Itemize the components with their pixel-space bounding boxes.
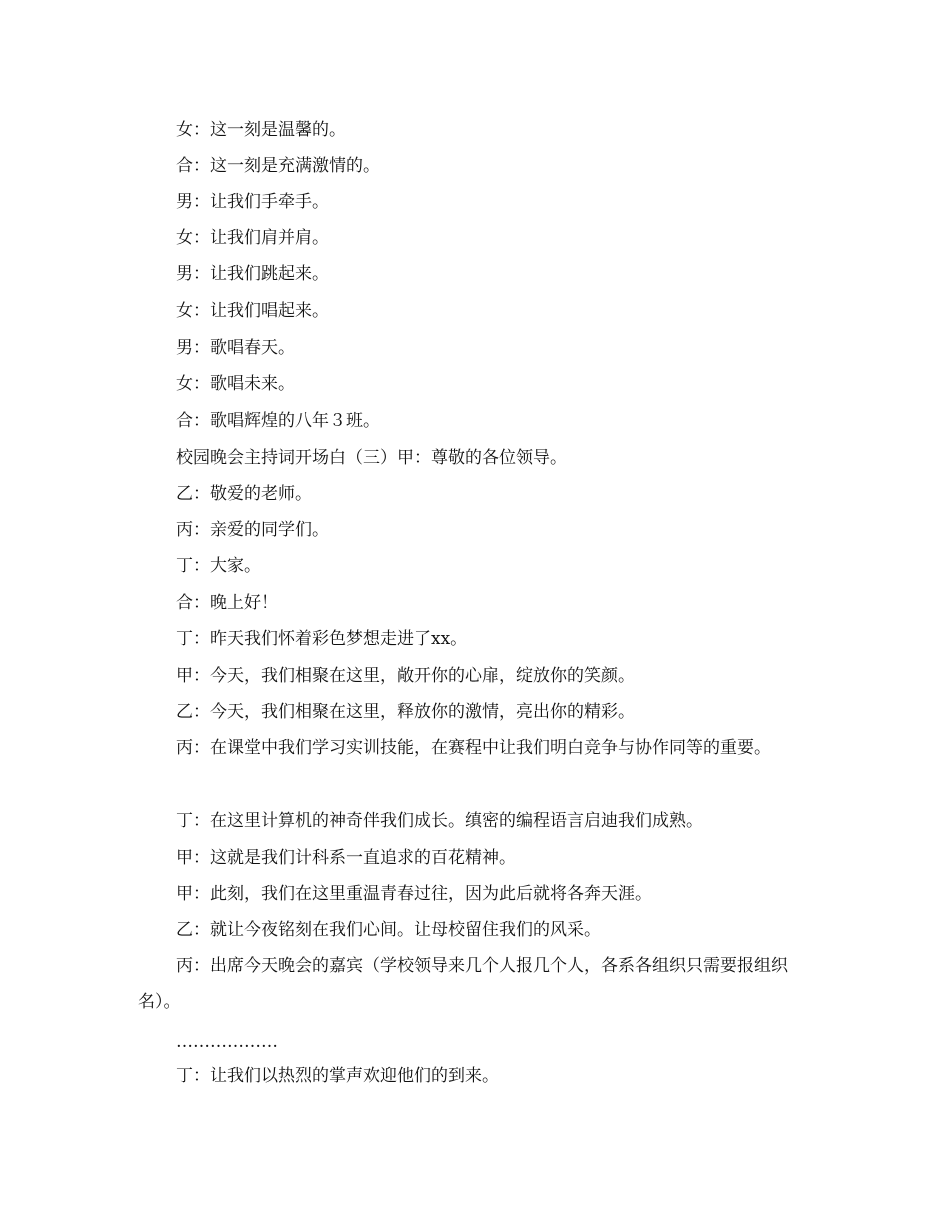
paragraph: 合：这一刻是充满激情的。 bbox=[176, 156, 380, 176]
paragraph: 校园晚会主持词开场白（三）甲：尊敬的各位领导。 bbox=[176, 448, 567, 468]
paragraph: 男：让我们跳起来。 bbox=[176, 264, 329, 284]
paragraph: 甲：此刻，我们在这里重温青春过往，因为此后就将各奔天涯。 bbox=[176, 884, 652, 904]
paragraph: 丙：亲爱的同学们。 bbox=[176, 520, 329, 540]
paragraph: 乙：就让今夜铭刻在我们心间。让母校留住我们的风采。 bbox=[176, 920, 601, 940]
paragraph: 合：歌唱辉煌的八年３班。 bbox=[176, 411, 380, 431]
paragraph: 男：让我们手牵手。 bbox=[176, 192, 329, 212]
paragraph: 男：歌唱春天。 bbox=[176, 338, 295, 358]
paragraph: ……………… bbox=[176, 1032, 278, 1052]
paragraph: 乙：今天，我们相聚在这里，释放你的激情，亮出你的精彩。 bbox=[176, 702, 635, 722]
paragraph: 甲：今天，我们相聚在这里，敞开你的心扉，绽放你的笑颜。 bbox=[176, 666, 635, 686]
paragraph: 女：让我们肩并肩。 bbox=[176, 228, 329, 248]
paragraph: 丁：昨天我们怀着彩色梦想走进了xx。 bbox=[176, 629, 468, 649]
paragraph: 丁：在这里计算机的神奇伴我们成长。缜密的编程语言启迪我们成熟。 bbox=[176, 811, 703, 831]
paragraph: 丙：在课堂中我们学习实训技能，在赛程中让我们明白竞争与协作同等的重要。 bbox=[176, 738, 771, 758]
paragraph: 合：晚上好！ bbox=[176, 593, 278, 613]
paragraph: 丁：让我们以热烈的掌声欢迎他们的到来。 bbox=[176, 1066, 499, 1086]
paragraph: 甲：这就是我们计科系一直追求的百花精神。 bbox=[176, 848, 516, 868]
paragraph: 女：让我们唱起来。 bbox=[176, 301, 329, 321]
paragraph: 女：这一刻是温馨的。 bbox=[176, 120, 346, 140]
paragraph: 女：歌唱未来。 bbox=[176, 374, 295, 394]
paragraph: 乙：敬爱的老师。 bbox=[176, 484, 312, 504]
paragraph: 丙：出席今天晚会的嘉宾（学校领导来几个人报几个人，各系各组织只需要报组织名）。 bbox=[138, 956, 788, 1012]
paragraph: 丁：大家。 bbox=[176, 556, 261, 576]
